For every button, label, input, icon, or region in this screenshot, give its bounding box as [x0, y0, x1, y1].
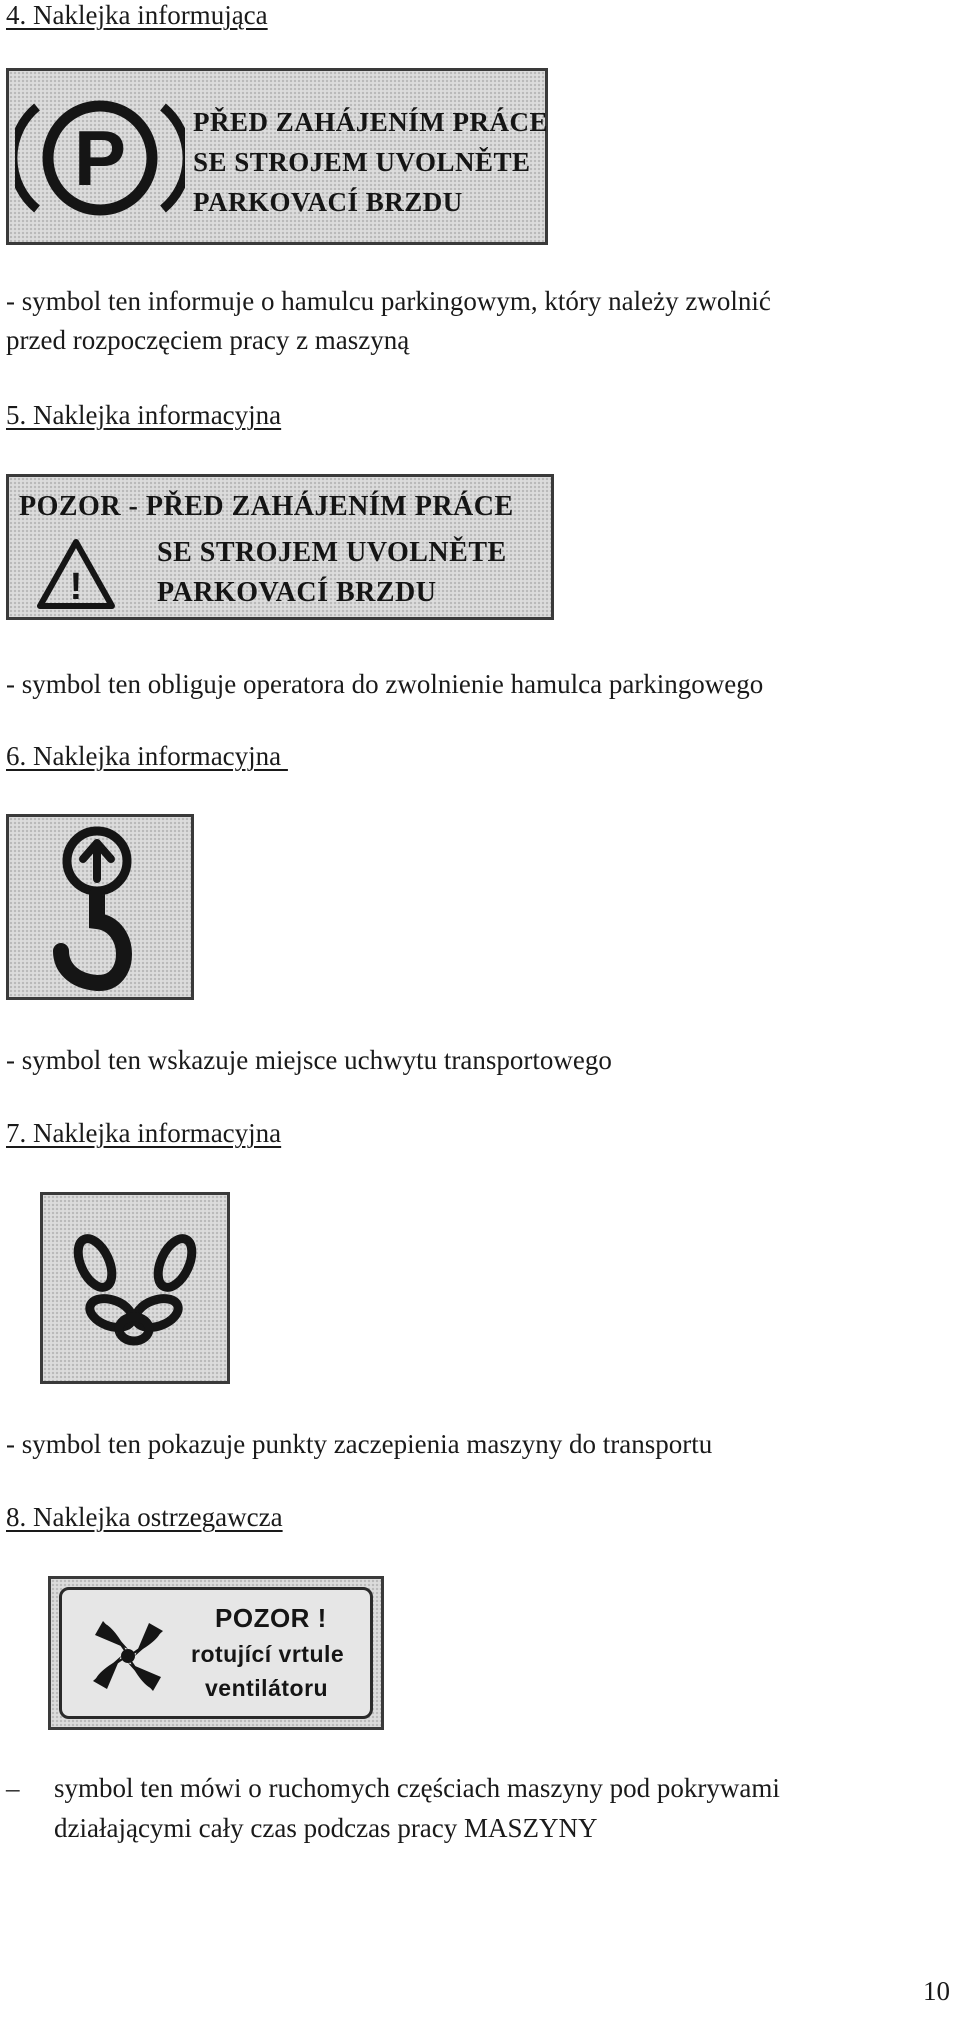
section-8-description-line-2: działającymi cały czas podczas pracy MASZYNY [54, 1813, 598, 1843]
chain-icon [43, 1195, 227, 1381]
section-8-description [6, 1768, 946, 1852]
parking-sticker-line-2: SE STROJEM UVOLNĚTE [193, 147, 531, 177]
section-8-dash: – [6, 1773, 20, 1803]
lifting-hook-icon [9, 817, 191, 997]
chain-sticker [40, 1192, 230, 1384]
parking-brake-sticker [6, 68, 548, 245]
section-4-description [6, 282, 771, 360]
warning-sticker-line-1: POZOR - PŘED ZAHÁJENÍM PRÁCE [19, 491, 514, 522]
lifting-hook-sticker [6, 814, 194, 1000]
page-number: 10 [923, 1976, 950, 2006]
section-4-heading: 4. Naklejka informująca [6, 0, 268, 30]
section-5-description [6, 665, 763, 704]
warning-brake-sticker [6, 474, 554, 620]
parking-sticker-line-3: PARKOVACÍ BRZDU [193, 187, 463, 217]
section-5-description-line-1: - symbol ten obliguje operatora do zwolnienie hamulca parkingowego [6, 669, 764, 699]
fan-warning-sticker [48, 1576, 384, 1730]
section-7-description [6, 1425, 712, 1464]
fan-sticker-line-1: POZOR ! [215, 1603, 327, 1633]
fan-sticker-line-2: rotující vrtule [191, 1641, 345, 1667]
section-8-description-line-1: symbol ten mówi o ruchomych częściach maszyny pod pokrywami [54, 1773, 780, 1803]
section-6-description [6, 1041, 612, 1080]
section-7-heading: 7. Naklejka informacyjna [6, 1118, 282, 1148]
parking-sticker-line-1: PŘED ZAHÁJENÍM PRÁCE [193, 107, 549, 137]
parking-brake-icon [15, 83, 185, 233]
section-7-description-line-1: - symbol ten pokazuje punkty zaczepienia maszyny do transportu [6, 1429, 713, 1459]
section-4-description-line-2: przed rozpoczęciem pracy z maszyną [6, 325, 410, 355]
warning-exclamation: ! [69, 566, 83, 608]
parking-brake-symbol: P [73, 114, 127, 202]
section-6-description-line-1: - symbol ten wskazuje miejsce uchwytu transportowego [6, 1045, 612, 1075]
section-8-heading: 8. Naklejka ostrzegawcza [6, 1502, 283, 1532]
fan-propeller-icon [73, 1601, 183, 1711]
warning-sticker-line-2: SE STROJEM UVOLNĚTE [157, 537, 507, 568]
warning-sticker-line-3: PARKOVACÍ BRZDU [157, 577, 437, 608]
section-6-heading: 6. Naklejka informacyjna [6, 741, 288, 771]
section-5-heading: 5. Naklejka informacyjna [6, 400, 282, 430]
warning-triangle-icon [35, 537, 117, 611]
fan-sticker-line-3: ventilátoru [205, 1675, 329, 1701]
section-4-description-line-1: - symbol ten informuje o hamulcu parkingowym, który należy zwolnić [6, 286, 771, 316]
